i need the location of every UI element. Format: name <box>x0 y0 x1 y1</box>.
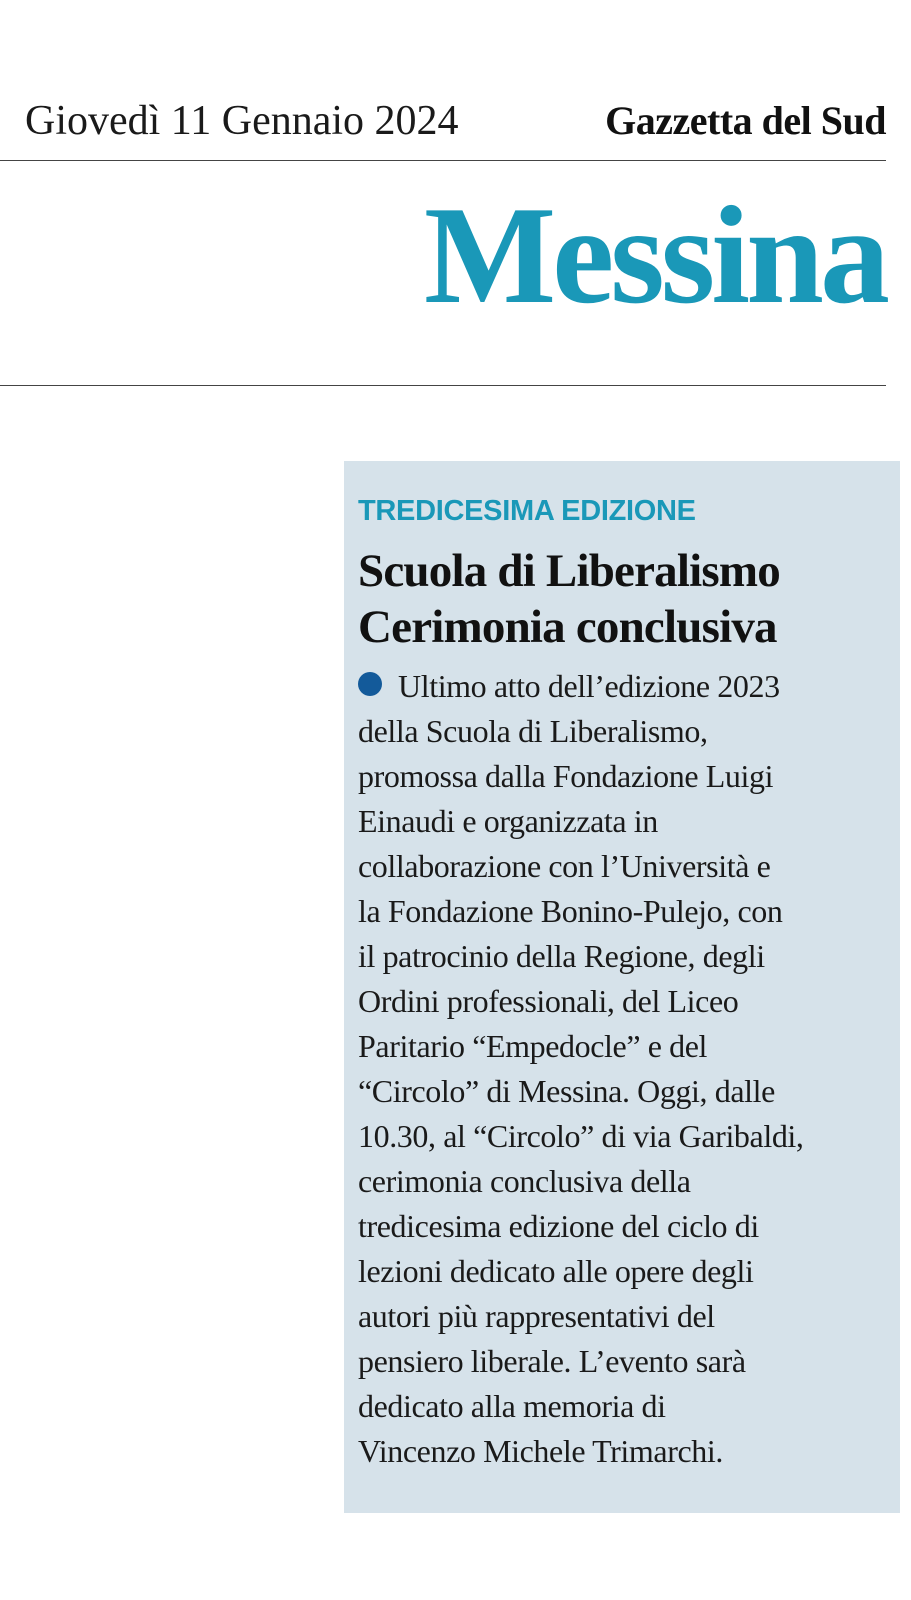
body-line: Vincenzo Michele Trimarchi. <box>358 1433 723 1469</box>
body-line: autori più rappresentativi del <box>358 1298 715 1334</box>
publication-date: Giovedì 11 Gennaio 2024 <box>25 98 459 144</box>
body-line: 10.30, al “Circolo” di via Garibaldi, <box>358 1118 804 1154</box>
header-divider <box>0 160 886 161</box>
body-line: della Scuola di Liberalismo, <box>358 713 708 749</box>
body-line: tredicesima edizione del ciclo di <box>358 1208 759 1244</box>
body-line: dedicato alla memoria di <box>358 1388 666 1424</box>
body-line: pensiero liberale. L’evento sarà <box>358 1343 746 1379</box>
body-line: la Fondazione Bonino-Pulejo, con <box>358 893 783 929</box>
newspaper-masthead: Gazzetta del Sud <box>605 98 886 143</box>
body-line: lezioni dedicato alle opere degli <box>358 1253 754 1289</box>
body-line <box>358 664 893 709</box>
article-kicker: TREDICESIMA EDIZIONE <box>358 495 696 527</box>
article-box <box>344 461 900 1513</box>
page-header <box>0 98 886 144</box>
body-line: collaborazione con l’Università e <box>358 848 771 884</box>
body-line: “Circolo” di Messina. Oggi, dalle <box>358 1073 775 1109</box>
body-line: Ordini professionali, del Liceo <box>358 983 739 1019</box>
section-title: Messina <box>424 178 886 333</box>
headline-line: Scuola di Liberalismo <box>358 545 780 597</box>
body-line: Paritario “Empedocle” e del <box>358 1028 708 1064</box>
body-line: promossa dalla Fondazione Luigi <box>358 758 774 794</box>
body-line-text: Ultimo atto dell’edizione 2023 <box>398 668 780 704</box>
body-line: cerimonia conclusiva della <box>358 1163 691 1199</box>
article-body <box>358 664 893 1474</box>
bullet-icon <box>358 672 382 696</box>
article-headline <box>358 543 898 655</box>
body-line: Einaudi e organizzata in <box>358 803 658 839</box>
section-divider <box>0 385 886 386</box>
headline-line: Cerimonia conclusiva <box>358 601 777 653</box>
body-line: il patrocinio della Regione, degli <box>358 938 765 974</box>
